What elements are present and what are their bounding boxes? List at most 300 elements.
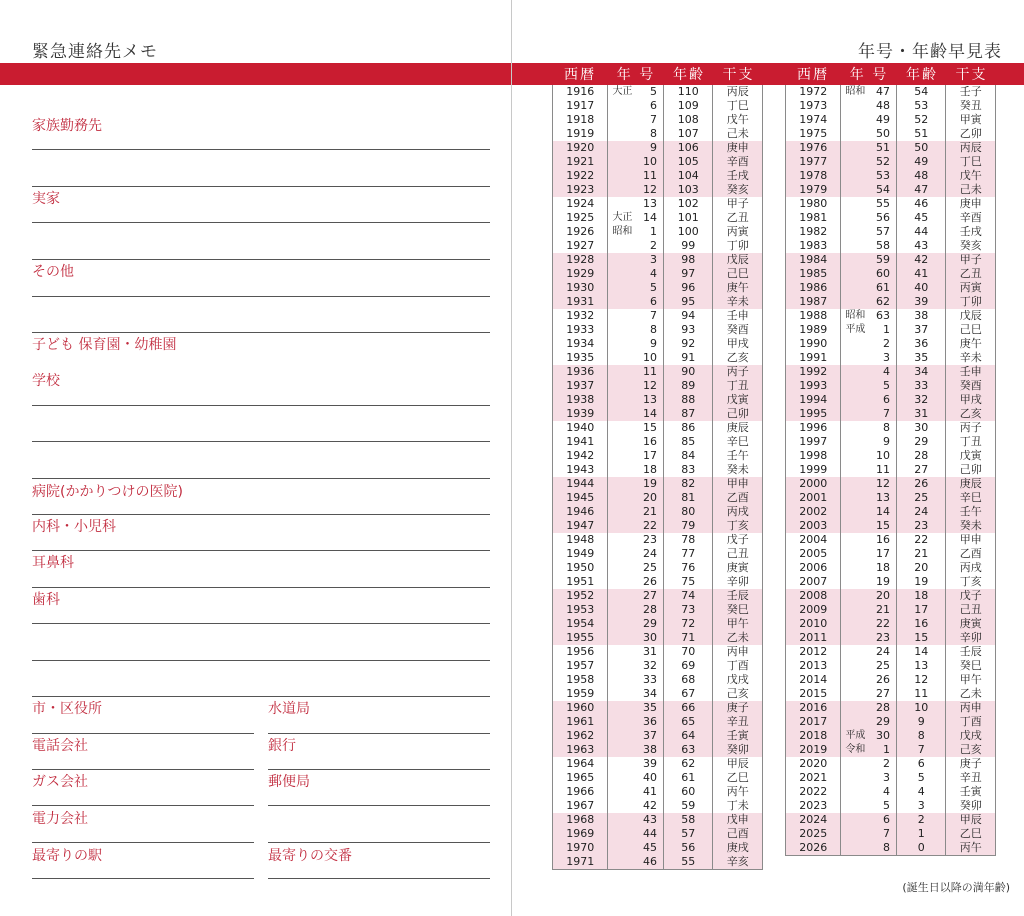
cell-zodiac: 壬辰 (726, 589, 749, 602)
era-year-number: 20 (642, 491, 657, 504)
cell-zodiac: 戊午 (726, 113, 749, 126)
cell-era-year (608, 239, 664, 253)
cell-zodiac: 丙戌 (726, 505, 749, 518)
cell-western-year: 2009 (786, 603, 841, 617)
table-row (786, 771, 995, 785)
write-in-line (32, 222, 490, 223)
cell-zodiac: 己巳 (726, 267, 749, 280)
era-year-number: 7 (649, 113, 657, 126)
cell-western-year: 1987 (786, 295, 841, 309)
cell-western-year: 2012 (786, 645, 841, 659)
cell-western-year: 1954 (553, 617, 608, 631)
write-in-line (32, 478, 490, 479)
write-in-line (32, 878, 254, 879)
cell-western-year: 1999 (786, 463, 841, 477)
label-power-company: 電力会社 (32, 811, 88, 827)
era-year-number: 7 (649, 309, 657, 322)
write-in-line (268, 805, 490, 806)
cell-western-year: 1941 (553, 435, 608, 449)
cell-age: 20 (897, 561, 947, 575)
write-in-line (32, 805, 254, 806)
table-row (553, 351, 762, 365)
era-name: 令和 (845, 744, 866, 755)
cell-western-year: 1966 (553, 785, 608, 799)
cell-zodiac: 壬寅 (726, 729, 749, 742)
era-year-number: 22 (642, 519, 657, 532)
table-row (786, 449, 995, 463)
cell-zodiac: 丁卯 (726, 239, 749, 252)
cell-age: 72 (664, 617, 714, 631)
era-year-number: 29 (642, 617, 657, 630)
table-row (553, 435, 762, 449)
cell-zodiac: 壬申 (959, 365, 982, 378)
cell-age: 44 (897, 225, 947, 239)
era-year-number: 2 (882, 757, 890, 770)
cell-zodiac: 丁巳 (726, 99, 749, 112)
age-footnote: (誕生日以降の満年齢) (902, 881, 1010, 894)
header-era: 年 号 (616, 67, 656, 83)
cell-age: 3 (897, 799, 947, 813)
table-row (553, 421, 762, 435)
cell-zodiac: 甲戌 (726, 337, 749, 350)
table-row (553, 281, 762, 295)
cell-era-year (608, 309, 664, 323)
era-year-number: 33 (642, 673, 657, 686)
cell-zodiac: 乙酉 (726, 491, 749, 504)
era-year-number: 22 (875, 617, 890, 630)
header-zodiac: 干支 (955, 67, 988, 83)
cell-zodiac: 癸酉 (726, 323, 749, 336)
cell-age: 79 (664, 519, 714, 533)
write-in-line (268, 842, 490, 843)
cell-western-year: 2022 (786, 785, 841, 799)
cell-zodiac: 辛未 (959, 351, 982, 364)
cell-era-year (608, 253, 664, 267)
table-row (786, 407, 995, 421)
cell-western-year: 1963 (553, 743, 608, 757)
cell-western-year: 1981 (786, 211, 841, 225)
era-year-number: 21 (875, 603, 890, 616)
era-year-number: 2 (882, 337, 890, 350)
cell-zodiac: 乙未 (959, 687, 982, 700)
table-row (786, 785, 995, 799)
era-year-number: 42 (642, 799, 657, 812)
write-in-line (32, 332, 490, 333)
table-row (553, 701, 762, 715)
era-year-number: 20 (875, 589, 890, 602)
era-year-number: 14 (642, 407, 657, 420)
cell-age: 21 (897, 547, 947, 561)
cell-era-year (841, 113, 897, 127)
table-row (786, 197, 995, 211)
table-row (553, 407, 762, 421)
cell-era-year (841, 155, 897, 169)
cell-western-year: 1935 (553, 351, 608, 365)
cell-era-year (608, 533, 664, 547)
cell-era-year (841, 127, 897, 141)
table-row (553, 323, 762, 337)
cell-era-year (608, 575, 664, 589)
cell-age: 60 (664, 785, 714, 799)
cell-zodiac: 乙亥 (959, 407, 982, 420)
cell-era-year (841, 841, 897, 855)
era-year-number: 51 (875, 141, 890, 154)
table-row (786, 589, 995, 603)
era-name: 昭和 (845, 86, 866, 97)
table-body (785, 85, 996, 856)
table-header (552, 63, 763, 85)
cell-era-year (608, 631, 664, 645)
era-year-number: 6 (882, 393, 890, 406)
cell-age: 47 (897, 183, 947, 197)
table-row (786, 673, 995, 687)
cell-era-year (608, 841, 664, 855)
cell-western-year: 1934 (553, 337, 608, 351)
cell-western-year: 1970 (553, 841, 608, 855)
era-year-number: 7 (882, 407, 890, 420)
cell-western-year: 1958 (553, 673, 608, 687)
table-row (553, 799, 762, 813)
era-year-number: 10 (875, 449, 890, 462)
cell-age: 80 (664, 505, 714, 519)
cell-age: 97 (664, 267, 714, 281)
cell-western-year: 2004 (786, 533, 841, 547)
table-row (553, 813, 762, 827)
era-year-number: 58 (875, 239, 890, 252)
cell-age: 7 (897, 743, 947, 757)
era-year-number: 24 (875, 645, 890, 658)
cell-western-year: 1964 (553, 757, 608, 771)
era-year-number: 18 (875, 561, 890, 574)
cell-age: 2 (897, 813, 947, 827)
cell-western-year: 2021 (786, 771, 841, 785)
era-year-number: 50 (875, 127, 890, 140)
cell-age: 75 (664, 575, 714, 589)
label-internal-pediatrics: 内科・小児科 (32, 519, 116, 535)
table-row (553, 659, 762, 673)
cell-age: 66 (664, 701, 714, 715)
label-other: その他 (32, 264, 74, 280)
cell-zodiac: 丁丑 (726, 379, 749, 392)
cell-zodiac: 丁酉 (726, 659, 749, 672)
write-in-line (32, 550, 490, 551)
cell-western-year: 1965 (553, 771, 608, 785)
cell-age: 98 (664, 253, 714, 267)
era-year-number: 8 (649, 323, 657, 336)
table-row (786, 379, 995, 393)
cell-age: 25 (897, 491, 947, 505)
era-year-number: 28 (642, 603, 657, 616)
cell-zodiac: 甲辰 (959, 813, 982, 826)
era-year-number: 11 (642, 365, 657, 378)
cell-western-year: 1975 (786, 127, 841, 141)
cell-western-year: 1983 (786, 239, 841, 253)
era-year-number: 17 (642, 449, 657, 462)
era-year-number: 10 (642, 155, 657, 168)
year-table-left (552, 63, 763, 870)
cell-western-year: 1977 (786, 155, 841, 169)
cell-era-year (608, 771, 664, 785)
cell-era-year (841, 225, 897, 239)
era-year-number: 13 (875, 491, 890, 504)
table-row (786, 337, 995, 351)
cell-era-year (841, 827, 897, 841)
write-in-line (32, 405, 490, 406)
table-row (553, 239, 762, 253)
cell-era-year (841, 379, 897, 393)
cell-era-year (841, 169, 897, 183)
table-row (553, 827, 762, 841)
write-in-line (268, 878, 490, 879)
table-row (553, 379, 762, 393)
table-row (553, 547, 762, 561)
cell-age: 39 (897, 295, 947, 309)
table-row (786, 799, 995, 813)
left-header-band (0, 63, 511, 85)
table-row (786, 323, 995, 337)
table-row (553, 365, 762, 379)
era-name: 大正 (612, 212, 633, 223)
cell-zodiac: 癸酉 (959, 379, 982, 392)
cell-western-year: 1949 (553, 547, 608, 561)
cell-era-year (841, 687, 897, 701)
table-row (786, 225, 995, 239)
era-year-number: 4 (882, 365, 890, 378)
cell-western-year: 1931 (553, 295, 608, 309)
cell-era-year (608, 617, 664, 631)
cell-western-year: 1937 (553, 379, 608, 393)
cell-age: 58 (664, 813, 714, 827)
cell-zodiac: 甲子 (959, 253, 982, 266)
cell-era-year (841, 659, 897, 673)
era-year-number: 15 (642, 421, 657, 434)
cell-age: 51 (897, 127, 947, 141)
cell-era-year (841, 561, 897, 575)
cell-western-year: 1988 (786, 309, 841, 323)
cell-western-year: 2010 (786, 617, 841, 631)
era-year-number: 5 (882, 379, 890, 392)
cell-era-year (841, 407, 897, 421)
label-family-work: 家族勤務先 (32, 118, 102, 134)
cell-era-year (608, 435, 664, 449)
cell-age: 49 (897, 155, 947, 169)
cell-western-year: 1927 (553, 239, 608, 253)
cell-era-year (841, 183, 897, 197)
table-row (786, 463, 995, 477)
cell-zodiac: 甲午 (959, 673, 982, 686)
cell-zodiac: 丁亥 (959, 575, 982, 588)
table-row (786, 687, 995, 701)
cell-western-year: 1973 (786, 99, 841, 113)
cell-age: 95 (664, 295, 714, 309)
label-parents-home: 実家 (32, 191, 60, 207)
cell-zodiac: 乙未 (726, 631, 749, 644)
cell-age: 59 (664, 799, 714, 813)
table-row (786, 435, 995, 449)
cell-western-year: 1974 (786, 113, 841, 127)
table-row (786, 715, 995, 729)
era-year-number: 30 (642, 631, 657, 644)
table-row (553, 617, 762, 631)
cell-era-year (608, 561, 664, 575)
cell-era-year (608, 365, 664, 379)
table-row (786, 617, 995, 631)
cell-zodiac: 戊戌 (959, 729, 982, 742)
cell-zodiac: 乙丑 (959, 267, 982, 280)
era-year-number: 25 (875, 659, 890, 672)
table-row (553, 141, 762, 155)
cell-age: 55 (664, 855, 714, 869)
cell-zodiac: 戊寅 (726, 393, 749, 406)
era-year-number: 6 (649, 295, 657, 308)
table-row (786, 155, 995, 169)
cell-age: 82 (664, 477, 714, 491)
table-row (786, 169, 995, 183)
write-in-line (32, 587, 490, 588)
cell-age: 19 (897, 575, 947, 589)
era-year-number: 17 (875, 547, 890, 560)
cell-era-year (841, 575, 897, 589)
table-row (553, 673, 762, 687)
cell-era-year (608, 197, 664, 211)
cell-zodiac: 癸巳 (959, 659, 982, 672)
cell-age: 99 (664, 239, 714, 253)
cell-age: 110 (664, 85, 714, 99)
header-western-year: 西暦 (564, 67, 596, 83)
cell-western-year: 1993 (786, 379, 841, 393)
era-year-number: 16 (875, 533, 890, 546)
cell-zodiac: 戊辰 (959, 309, 982, 322)
page-title-emergency-contacts: 緊急連絡先メモ (32, 42, 158, 62)
cell-western-year: 1959 (553, 687, 608, 701)
era-year-number: 48 (875, 99, 890, 112)
cell-zodiac: 辛卯 (959, 631, 982, 644)
cell-era-year (841, 197, 897, 211)
cell-zodiac: 丙戌 (959, 561, 982, 574)
cell-era-year (608, 673, 664, 687)
era-year-number: 6 (649, 99, 657, 112)
era-year-number: 23 (875, 631, 890, 644)
cell-zodiac: 辛巳 (959, 491, 982, 504)
cell-era-year (608, 379, 664, 393)
era-year-number: 55 (875, 197, 890, 210)
cell-western-year: 1962 (553, 729, 608, 743)
table-row (553, 729, 762, 743)
cell-era-year (841, 211, 897, 225)
cell-western-year: 2024 (786, 813, 841, 827)
cell-western-year: 2000 (786, 477, 841, 491)
table-row (553, 743, 762, 757)
table-row (553, 253, 762, 267)
cell-era-year (841, 393, 897, 407)
cell-western-year: 1950 (553, 561, 608, 575)
cell-zodiac: 壬午 (959, 505, 982, 518)
write-in-line (32, 660, 490, 661)
cell-era-year (841, 813, 897, 827)
era-year-number: 1 (882, 743, 890, 756)
cell-era-year (841, 771, 897, 785)
cell-age: 88 (664, 393, 714, 407)
cell-era-year (841, 589, 897, 603)
cell-age: 24 (897, 505, 947, 519)
cell-age: 34 (897, 365, 947, 379)
cell-zodiac: 丙寅 (726, 225, 749, 238)
cell-zodiac: 庚戌 (726, 841, 749, 854)
cell-age: 45 (897, 211, 947, 225)
era-year-number: 5 (649, 281, 657, 294)
era-year-number: 26 (875, 673, 890, 686)
table-row (786, 141, 995, 155)
cell-age: 78 (664, 533, 714, 547)
cell-age: 105 (664, 155, 714, 169)
era-year-number: 13 (642, 197, 657, 210)
cell-age: 93 (664, 323, 714, 337)
era-year-number: 16 (642, 435, 657, 448)
write-in-line (32, 623, 490, 624)
write-in-line (32, 296, 490, 297)
cell-era-year (608, 99, 664, 113)
era-year-number: 39 (642, 757, 657, 770)
cell-zodiac: 己亥 (959, 743, 982, 756)
era-year-number: 44 (642, 827, 657, 840)
cell-western-year: 1997 (786, 435, 841, 449)
cell-age: 33 (897, 379, 947, 393)
table-row (786, 659, 995, 673)
cell-zodiac: 己卯 (726, 407, 749, 420)
cell-age: 104 (664, 169, 714, 183)
write-in-line (32, 149, 490, 150)
cell-age: 77 (664, 547, 714, 561)
cell-zodiac: 庚寅 (959, 617, 982, 630)
cell-zodiac: 丁酉 (959, 715, 982, 728)
cell-age: 36 (897, 337, 947, 351)
cell-era-year (841, 533, 897, 547)
cell-age: 68 (664, 673, 714, 687)
era-year-number: 30 (875, 729, 890, 742)
era-year-number: 59 (875, 253, 890, 266)
table-row (786, 519, 995, 533)
write-in-line (32, 733, 254, 734)
cell-era-year (608, 281, 664, 295)
table-row (786, 85, 995, 99)
era-year-number: 41 (642, 785, 657, 798)
cell-era-year (841, 757, 897, 771)
cell-western-year: 1982 (786, 225, 841, 239)
label-water-bureau: 水道局 (268, 701, 310, 717)
cell-zodiac: 癸丑 (959, 99, 982, 112)
table-row (553, 603, 762, 617)
cell-era-year (841, 701, 897, 715)
era-year-number: 1 (649, 225, 657, 238)
cell-western-year: 2002 (786, 505, 841, 519)
cell-age: 28 (897, 449, 947, 463)
cell-western-year: 1916 (553, 85, 608, 99)
cell-western-year: 1985 (786, 267, 841, 281)
cell-zodiac: 辛酉 (726, 155, 749, 168)
table-row (553, 225, 762, 239)
cell-western-year: 1969 (553, 827, 608, 841)
cell-western-year: 2005 (786, 547, 841, 561)
cell-age: 62 (664, 757, 714, 771)
cell-age: 43 (897, 239, 947, 253)
cell-zodiac: 乙卯 (959, 127, 982, 140)
cell-era-year (608, 141, 664, 155)
cell-era-year (841, 505, 897, 519)
cell-western-year: 1956 (553, 645, 608, 659)
cell-western-year: 1952 (553, 589, 608, 603)
table-row (553, 449, 762, 463)
table-row (786, 183, 995, 197)
